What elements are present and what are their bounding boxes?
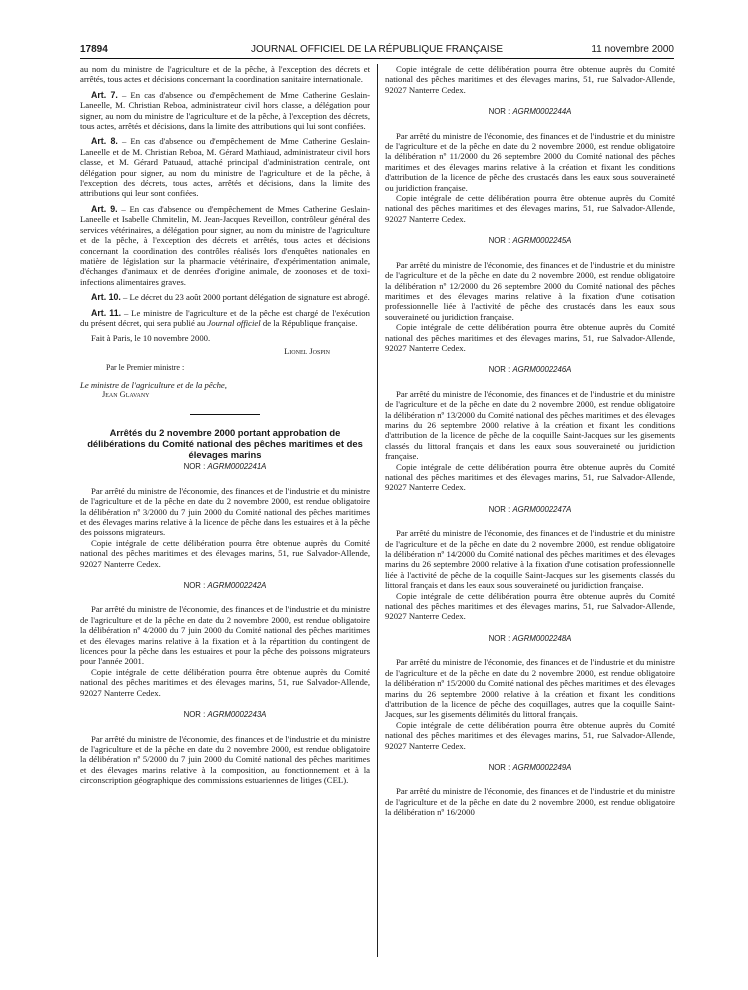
nor-reference [385,505,675,515]
nor-code: AGRM0002246A [512,365,572,375]
nor-code: AGRM0002247A [512,504,572,514]
journal-title: JOURNAL OFFICIEL DE LA RÉPUBLIQUE FRANÇAISE [250,44,504,55]
copy-notice: Copie intégrale de cette délibération pourra être obtenue auprès du Comité national des pêches maritimes et des élevages marins, 51, rue Salvador-Allende, 92027 Nanterre Cedex. [80,537,370,569]
column-divider [377,64,378,957]
article-10 [80,292,370,302]
left-column [80,64,370,786]
done-at: Fait à Paris, le 10 novembre 2000. [91,333,211,344]
nor-label: NOR : [488,365,511,375]
nor-code: AGRM0002242A [207,581,267,591]
nor-reference [80,462,370,472]
copy-notice: Copie intégrale de cette délibération pourra être obtenue auprès du Comité national des pêches maritimes et des élevages marins, 51, rue Salvador-Allende, 92027 Nanterre Cedex. [385,64,675,95]
issue-date: 11 novembre 2000 [591,44,674,55]
article-7 [80,90,370,132]
decree-entry-text: Par arrêté du ministre de l'économie, des finances et de l'industrie et du ministre de l'agriculture et de la pêche en date du 2 novembre 2000, est rendue obligatoire la délibération nº 15/2000 du Comité national des pêches maritimes et des élevages marins du 26 septembre 2000 relative à la création et fixant les conditions d'attribution de la licence de pêche des coquillages, autres que la coquille Saint-Jacques, sur les gisements délimités du littoral français. [385,657,675,720]
nor-reference [80,710,370,720]
article-text: – En cas d'absence ou d'empêchement de Mme Catherine Geslain-Laneelle, M. Christian Reboa, administrateur civil hors classe, a délégation pour signer, au nom du ministre de l'agriculture et de la pêche, à l'exception des décrets, tous actes, arrêtés et décisions, dans la limite des attributions qui lui sont confiées. [80,89,371,132]
minister-title: Le ministre de l'agriculture et de la pêche, [80,379,227,390]
by-prime-minister: Par le Premier ministre : [106,363,185,373]
copy-notice: Copie intégrale de cette délibération pourra être obtenue auprès du Comité national des pêches maritimes et des élevages marins, 51, rue Salvador-Allende, 92027 Nanterre Cedex. [385,461,675,493]
section-separator [190,414,260,415]
nor-reference [80,581,370,591]
minister-name: Jean Glavany [102,389,150,399]
decree-entry-text: Par arrêté du ministre de l'économie, des finances et de l'industrie et du ministre de l'agriculture et de la pêche en date du 2 novembre 2000, est rendue obligatoire la délibération nº 16/2000 [385,786,675,818]
nor-label: NOR : [183,462,206,472]
nor-code: AGRM0002245A [512,236,572,246]
nor-reference [385,107,675,117]
nor-code: AGRM0002248A [512,633,572,643]
article-label: Art. 7. [91,89,118,100]
nor-label: NOR : [183,581,206,591]
journal-name: Journal officiel [207,317,261,328]
decree-entry-text: Par arrêté du ministre de l'économie, des finances et de l'industrie et du ministre de l'agriculture et de la pêche en date du 2 novembre 2000, est rendue obligatoire la délibération nº 3/2000 du 7 juin 2000 du Comité national des pêches maritimes et des élevages marins relative à la licence de pêche dans les estuaires et à la pêche des poissons migrateurs. [80,485,370,538]
nor-code: AGRM0002243A [207,710,267,720]
right-column [385,64,675,818]
nor-label: NOR : [488,107,511,117]
nor-reference [385,634,675,644]
copy-notice: Copie intégrale de cette délibération pourra être obtenue auprès du Comité national des pêches maritimes et des élevages marins, 51, rue Salvador-Allende, 92027 Nanterre Cedex. [80,666,370,698]
decree-entry-text: Par arrêté du ministre de l'économie, des finances et de l'industrie et du ministre de l'agriculture et de la pêche en date du 2 novembre 2000, est rendue obligatoire la délibération nº 4/2000 du 7 juin 2000 du Comité national des pêches maritimes et des élevages marins relative à la fixation et à la répartition du contingent de licences pour la pêche dans les estuaires et pour la pêche des poissons migrateurs pour l'année 2001. [80,604,370,667]
section-title: Arrêtés du 2 novembre 2000 portant approbation de délibérations du Comité national des pêches maritimes et des élevages marins [87,427,363,461]
article-text-end: de la République française. [260,317,358,328]
copy-notice: Copie intégrale de cette délibération pourra être obtenue auprès du Comité national des pêches maritimes et des élevages marins, 51, rue Salvador-Allende, 92027 Nanterre Cedex. [385,193,675,224]
nor-code: AGRM0002249A [512,762,572,772]
article-label: Art. 11. [91,307,122,318]
nor-reference [385,365,675,375]
nor-reference [385,236,675,246]
decree-entry-text: Par arrêté du ministre de l'économie, des finances et de l'industrie et du ministre de l'agriculture et de la pêche en date du 2 novembre 2000, est rendue obligatoire la délibération nº 12/2000 du 26 septembre 2000 du Comité national des pêches maritimes et des élevages marins relative à la fixation d'une cotisation professionnelle liée à l'activité de pêche des crustacés dans les eaux sous souveraineté ou juridiction française. [385,259,675,322]
article-text: – Le ministre de l'agriculture et de la pêche est chargé de l'exécution du présent décret, qui sera publié au [80,307,370,328]
article-label: Art. 9. [91,203,118,214]
copy-notice: Copie intégrale de cette délibération pourra être obtenue auprès du Comité national des pêches maritimes et des élevages marins, 51, rue Salvador-Allende, 92027 Nanterre Cedex. [385,590,675,622]
nor-label: NOR : [488,504,511,514]
article-11 [80,308,370,329]
nor-label: NOR : [183,710,206,720]
article-9 [80,204,370,287]
decree-entry-text: Par arrêté du ministre de l'économie, des finances et de l'industrie et du ministre de l'agriculture et de la pêche en date du 2 novembre 2000, est rendue obligatoire la délibération nº 13/2000 du Comité national des pêches maritimes et des élevages marins du 26 septembre 2000 relative à la création et fixant les conditions d'attribution de la licence de pêche de la coquille Saint-Jacques sur les gisements classés du littoral français et dans les eaux sous souveraineté ou juridiction française. [385,388,675,462]
article-label: Art. 8. [91,136,118,147]
article-text: – Le décret du 23 août 2000 portant délégation de signature est abrogé. [120,292,370,303]
copy-notice: Copie intégrale de cette délibération pourra être obtenue auprès du Comité national des pêches maritimes et des élevages marins, 51, rue Salvador-Allende, 92027 Nanterre Cedex. [385,322,675,353]
article-label: Art. 10. [91,292,121,303]
nor-label: NOR : [488,762,511,772]
intro-paragraph: au nom du ministre de l'agriculture et de la pêche, à l'exception des décrets et arrêtés, tous actes et décisions concernant la coordination sanitaire internationale. [80,64,370,85]
article-8 [80,136,370,198]
page-number: 17894 [80,44,108,55]
decree-entry-text: Par arrêté du ministre de l'économie, des finances et de l'industrie et du ministre de l'agriculture et de la pêche en date du 2 novembre 2000, est rendue obligatoire la délibération nº 5/2000 du 7 juin 2000 du Comité national des pêches maritimes et des élevages marins relative à la composition, au fonctionnement et à la circonscription géographique des commissions estuariennes de litiges (CEL). [80,733,370,786]
signatory-name: Lionel Jospin [284,346,330,356]
copy-notice: Copie intégrale de cette délibération pourra être obtenue auprès du Comité national des pêches maritimes et des élevages marins, 51, rue Salvador-Allende, 92027 Nanterre Cedex. [385,719,675,751]
nor-label: NOR : [488,633,511,643]
nor-reference [385,763,675,773]
decree-entry-text: Par arrêté du ministre de l'économie, des finances et de l'industrie et du ministre de l'agriculture et de la pêche en date du 2 novembre 2000, est rendue obligatoire la délibération nº 14/2000 du Comité national des pêches maritimes et des élevages marins du 26 septembre 2000 relative à la fixation d'une cotisation professionnelle liée à l'activité de pêche de la coquille Saint-Jacques sur les gisements classés du littoral français et dans les eaux sous souveraineté ou juridiction française. [385,528,675,591]
nor-code: AGRM0002241A [207,462,267,472]
nor-code: AGRM0002244A [512,107,572,117]
decree-entry-text: Par arrêté du ministre de l'économie, des finances et de l'industrie et du ministre de l'agriculture et de la pêche en date du 2 novembre 2000, est rendue obligatoire la délibération nº 11/2000 du 26 septembre 2000 du Comité national des pêches maritimes et des élevages marins relative à la création et fixant les conditions d'attribution de la licence de pêche des crustacés dans les eaux sous souveraineté ou juridiction française. [385,130,675,193]
article-text: – En cas d'absence ou d'empêchement de Mme Catherine Geslain-Laneelle et de M. Christian Reboa, M. Gérard Mathiaud, administrateur civil hors classe, et M. Gérard Patuaud, attaché principal d'administration centrale, ont délégation pour signer, au nom du ministre de l'agriculture et de la pêche, à l'exception des décrets, tous actes, arrêtés et décisions, dans la limite des attributions qui leur sont confiées. [80,136,371,199]
nor-label: NOR : [488,236,511,246]
article-text: – En cas d'absence ou d'empêchement de Mmes Catherine Geslain-Laneelle et Isabelle Chmitelin, M. Jean-Jacques Reveillon, contrôleur général des services vétérinaires, a délégation pour signer, au nom du ministre de l'agriculture et de la pêche, à l'exception des décrets et arrêtés, tous actes et décisions concernant la coordination des contrôles réalisés lors d'enquêtes nationales en matière de législation sur la pharmacie vétérinaire, d'expérimentation animale, d'échanges d'animaux et de denrées d'origine animale, de zoonoses et de toxi-infections alimentaires graves. [80,203,370,287]
page-header [80,44,674,59]
